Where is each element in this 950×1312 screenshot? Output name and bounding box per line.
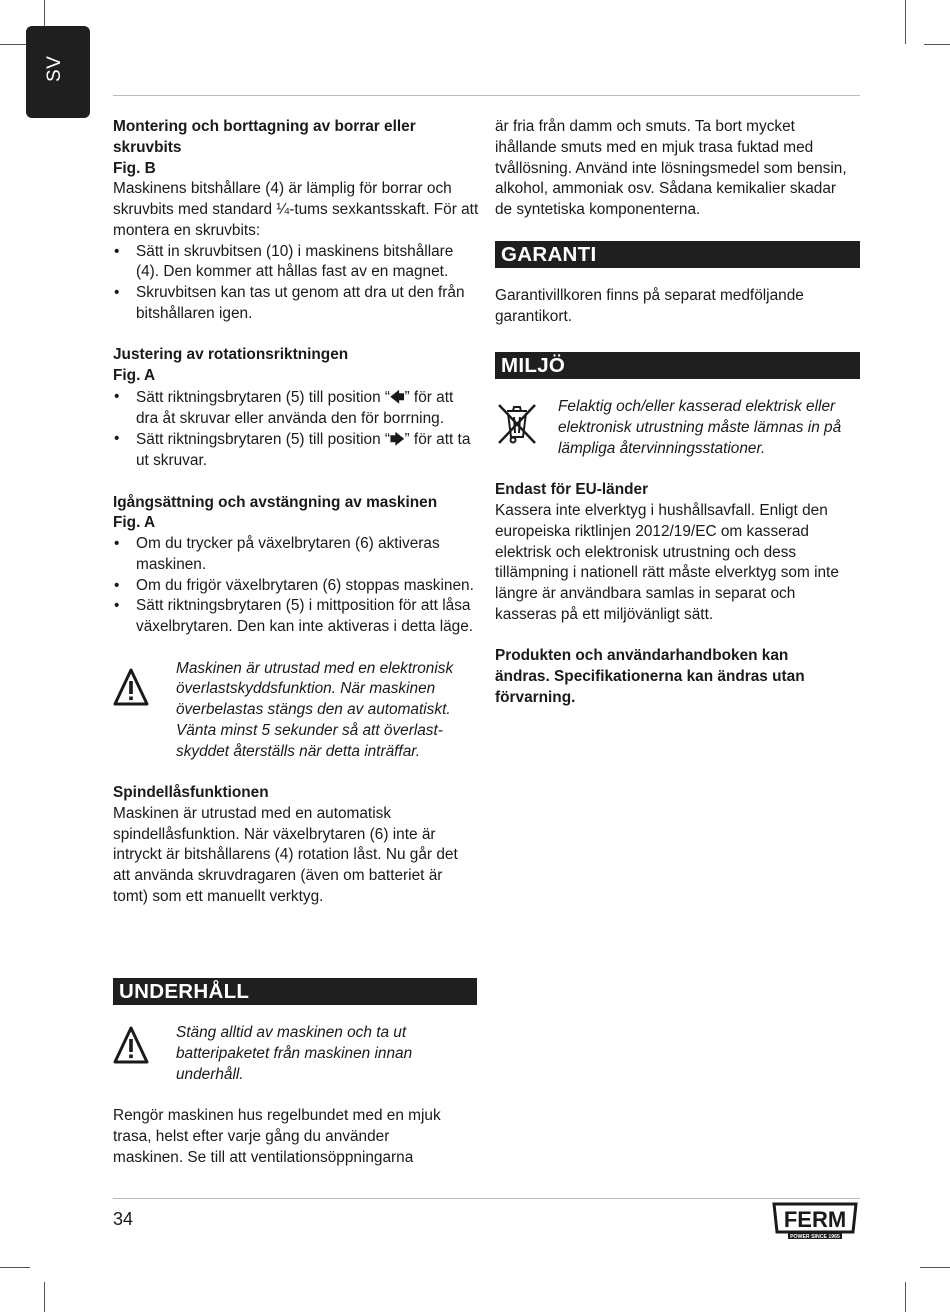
section-heading-spindle: Spindellåsfunktionen	[113, 784, 269, 801]
list-item	[113, 429, 479, 472]
note-line: Felaktig och/eller kasserad elektrisk eller	[558, 398, 836, 416]
warning-icon	[113, 667, 149, 707]
header-rule	[113, 95, 860, 96]
warning-line: överbelastas stängs den av automatiskt.	[176, 701, 451, 718]
crop-mark	[44, 1282, 45, 1312]
warning-line: Vänta minst 5 sekunder så att överlast-	[176, 721, 443, 739]
brand-tagline: POWER SINCE 1965	[790, 1234, 840, 1240]
language-tab	[26, 26, 90, 118]
warning-line: överlastskyddsfunktion. När maskinen	[176, 680, 436, 698]
fig-ref: Fig. B	[113, 159, 156, 177]
list-item: • Skruvbitsen kan tas ut genom att dra ut den från bitshållaren igen.	[113, 283, 479, 325]
warning-icon	[113, 1025, 149, 1065]
list-item: • Sätt riktningsbrytaren (5) i mittposition för att låsa växelbrytaren. Den kan inte aktiveras i detta läge.	[113, 596, 479, 638]
eu-body: Kassera inte elverktyg i hushållsavfall. Enligt den europeiska riktlinjen 2012/19/EC om kasserad elektrisk och elektronisk utrustning och dess tillämpning i nationell rätt måste elverktyg som inte längre är användbara samlas in separat och kasseras på ett miljövänligt sätt.	[495, 502, 839, 623]
ferm-logo	[770, 1201, 860, 1241]
crop-mark	[905, 1282, 906, 1312]
section-heading-startstop: Igångsättning och avstängning av maskinen	[113, 493, 438, 511]
warranty-body: Garantivillkoren finns på separat medföljande garantikort.	[495, 286, 804, 325]
list-item: • Sätt in skruvbitsen (10) i maskinens bitshållare (4). Den kommer att hållas fast av en magnet.	[113, 242, 479, 284]
eu-heading: Endast för EU-länder	[495, 481, 649, 499]
mount-bullet-list	[113, 242, 479, 325]
overload-warning-note	[113, 659, 479, 763]
crop-mark	[0, 44, 26, 45]
arrow-left-icon: 🡄	[390, 388, 405, 405]
warning-line: Stäng alltid av maskinen och ta ut	[176, 1024, 407, 1041]
spindle-body: Maskinen är utrustad med en automatisk spindellåsfunktion. När växelbrytaren (6) inte är intryckt är bitshållarens (4) rotation låst. Nu går det att använda skruvdragaren (även om batteriet är tomt) som ett manuellt verktyg.	[113, 804, 458, 905]
startstop-bullet-list	[113, 534, 479, 638]
maintenance-body: Rengör maskinen hus regelbundet med en mjuk trasa, helst efter varje gång du använder maskinen. Se till att ventilationsöppningarna	[113, 1107, 441, 1166]
fig-ref: Fig. A	[113, 514, 156, 532]
note-line: lämpliga återvinningsstationer.	[558, 439, 766, 457]
direction-text: ” för att ta ut skruvar.	[136, 431, 471, 469]
section-heading-mount: Montering och borttagning av borrar eller skruvbits	[113, 118, 416, 156]
footer-rule	[113, 1198, 860, 1199]
fig-ref: Fig. A	[113, 367, 156, 384]
direction-text: Sätt riktningsbrytaren (5) till position “	[136, 431, 391, 449]
section-heading-direction: Justering av rotationsriktningen	[113, 346, 349, 364]
warning-line: batteripaketet från maskinen innan	[176, 1044, 413, 1062]
mount-body: Maskinens bitshållare (4) är lämplig för borrar och skruvbits med standard ¼-tums sexkantsskaft. För att montera en skruvbits:	[113, 180, 479, 239]
page-number: 34	[113, 1209, 134, 1229]
maintenance-continued: är fria från damm och smuts. Ta bort mycket ihållande smuts med en mjuk trasa fuktad med tvållösning. Använd inte lösningsmedel som bensin, alkohol, ammoniak osv. Sådana kemikalier skadar de syntetiska komponenterna.	[495, 118, 847, 218]
warranty-banner: GARANTI	[495, 241, 860, 268]
list-item: • Om du frigör växelbrytaren (6) stoppas maskinen.	[113, 576, 479, 597]
arrow-right-icon: 🡆	[390, 431, 405, 448]
disclaimer: Produkten och användarhandboken kan ändras. Specifikationerna kan ändras utan förvarning.	[495, 647, 805, 706]
direction-bullet-list	[113, 387, 479, 472]
crop-mark	[924, 44, 950, 45]
maintenance-section	[113, 978, 477, 1168]
crop-mark	[920, 1267, 950, 1268]
direction-text: Sätt riktningsbrytaren (5) till position “	[136, 388, 391, 406]
crossed-out-bin-icon	[495, 399, 539, 445]
direction-text: ” för att dra åt skruvar eller använda den för borrning.	[136, 388, 454, 427]
crop-mark	[905, 0, 906, 44]
language-code: SV	[44, 55, 65, 82]
brand-name: FERM	[783, 1207, 847, 1232]
maintenance-warning-note	[113, 1023, 477, 1085]
warning-line: Maskinen är utrustad med en elektronisk	[176, 659, 454, 677]
note-line: elektronisk utrustning måste lämnas in på	[558, 419, 842, 436]
warning-line: underhåll.	[176, 1065, 244, 1083]
crop-mark	[0, 1267, 30, 1268]
warning-line: skyddet återställs när detta inträffar.	[176, 742, 421, 760]
left-column	[113, 117, 479, 908]
weee-note	[495, 397, 860, 459]
list-item: • Om du trycker på växelbrytaren (6) aktiveras maskinen.	[113, 534, 479, 576]
list-item	[113, 387, 479, 430]
maintenance-banner: UNDERHÅLL	[113, 978, 477, 1005]
right-column	[495, 117, 860, 709]
environment-banner: MILJÖ	[495, 352, 860, 379]
